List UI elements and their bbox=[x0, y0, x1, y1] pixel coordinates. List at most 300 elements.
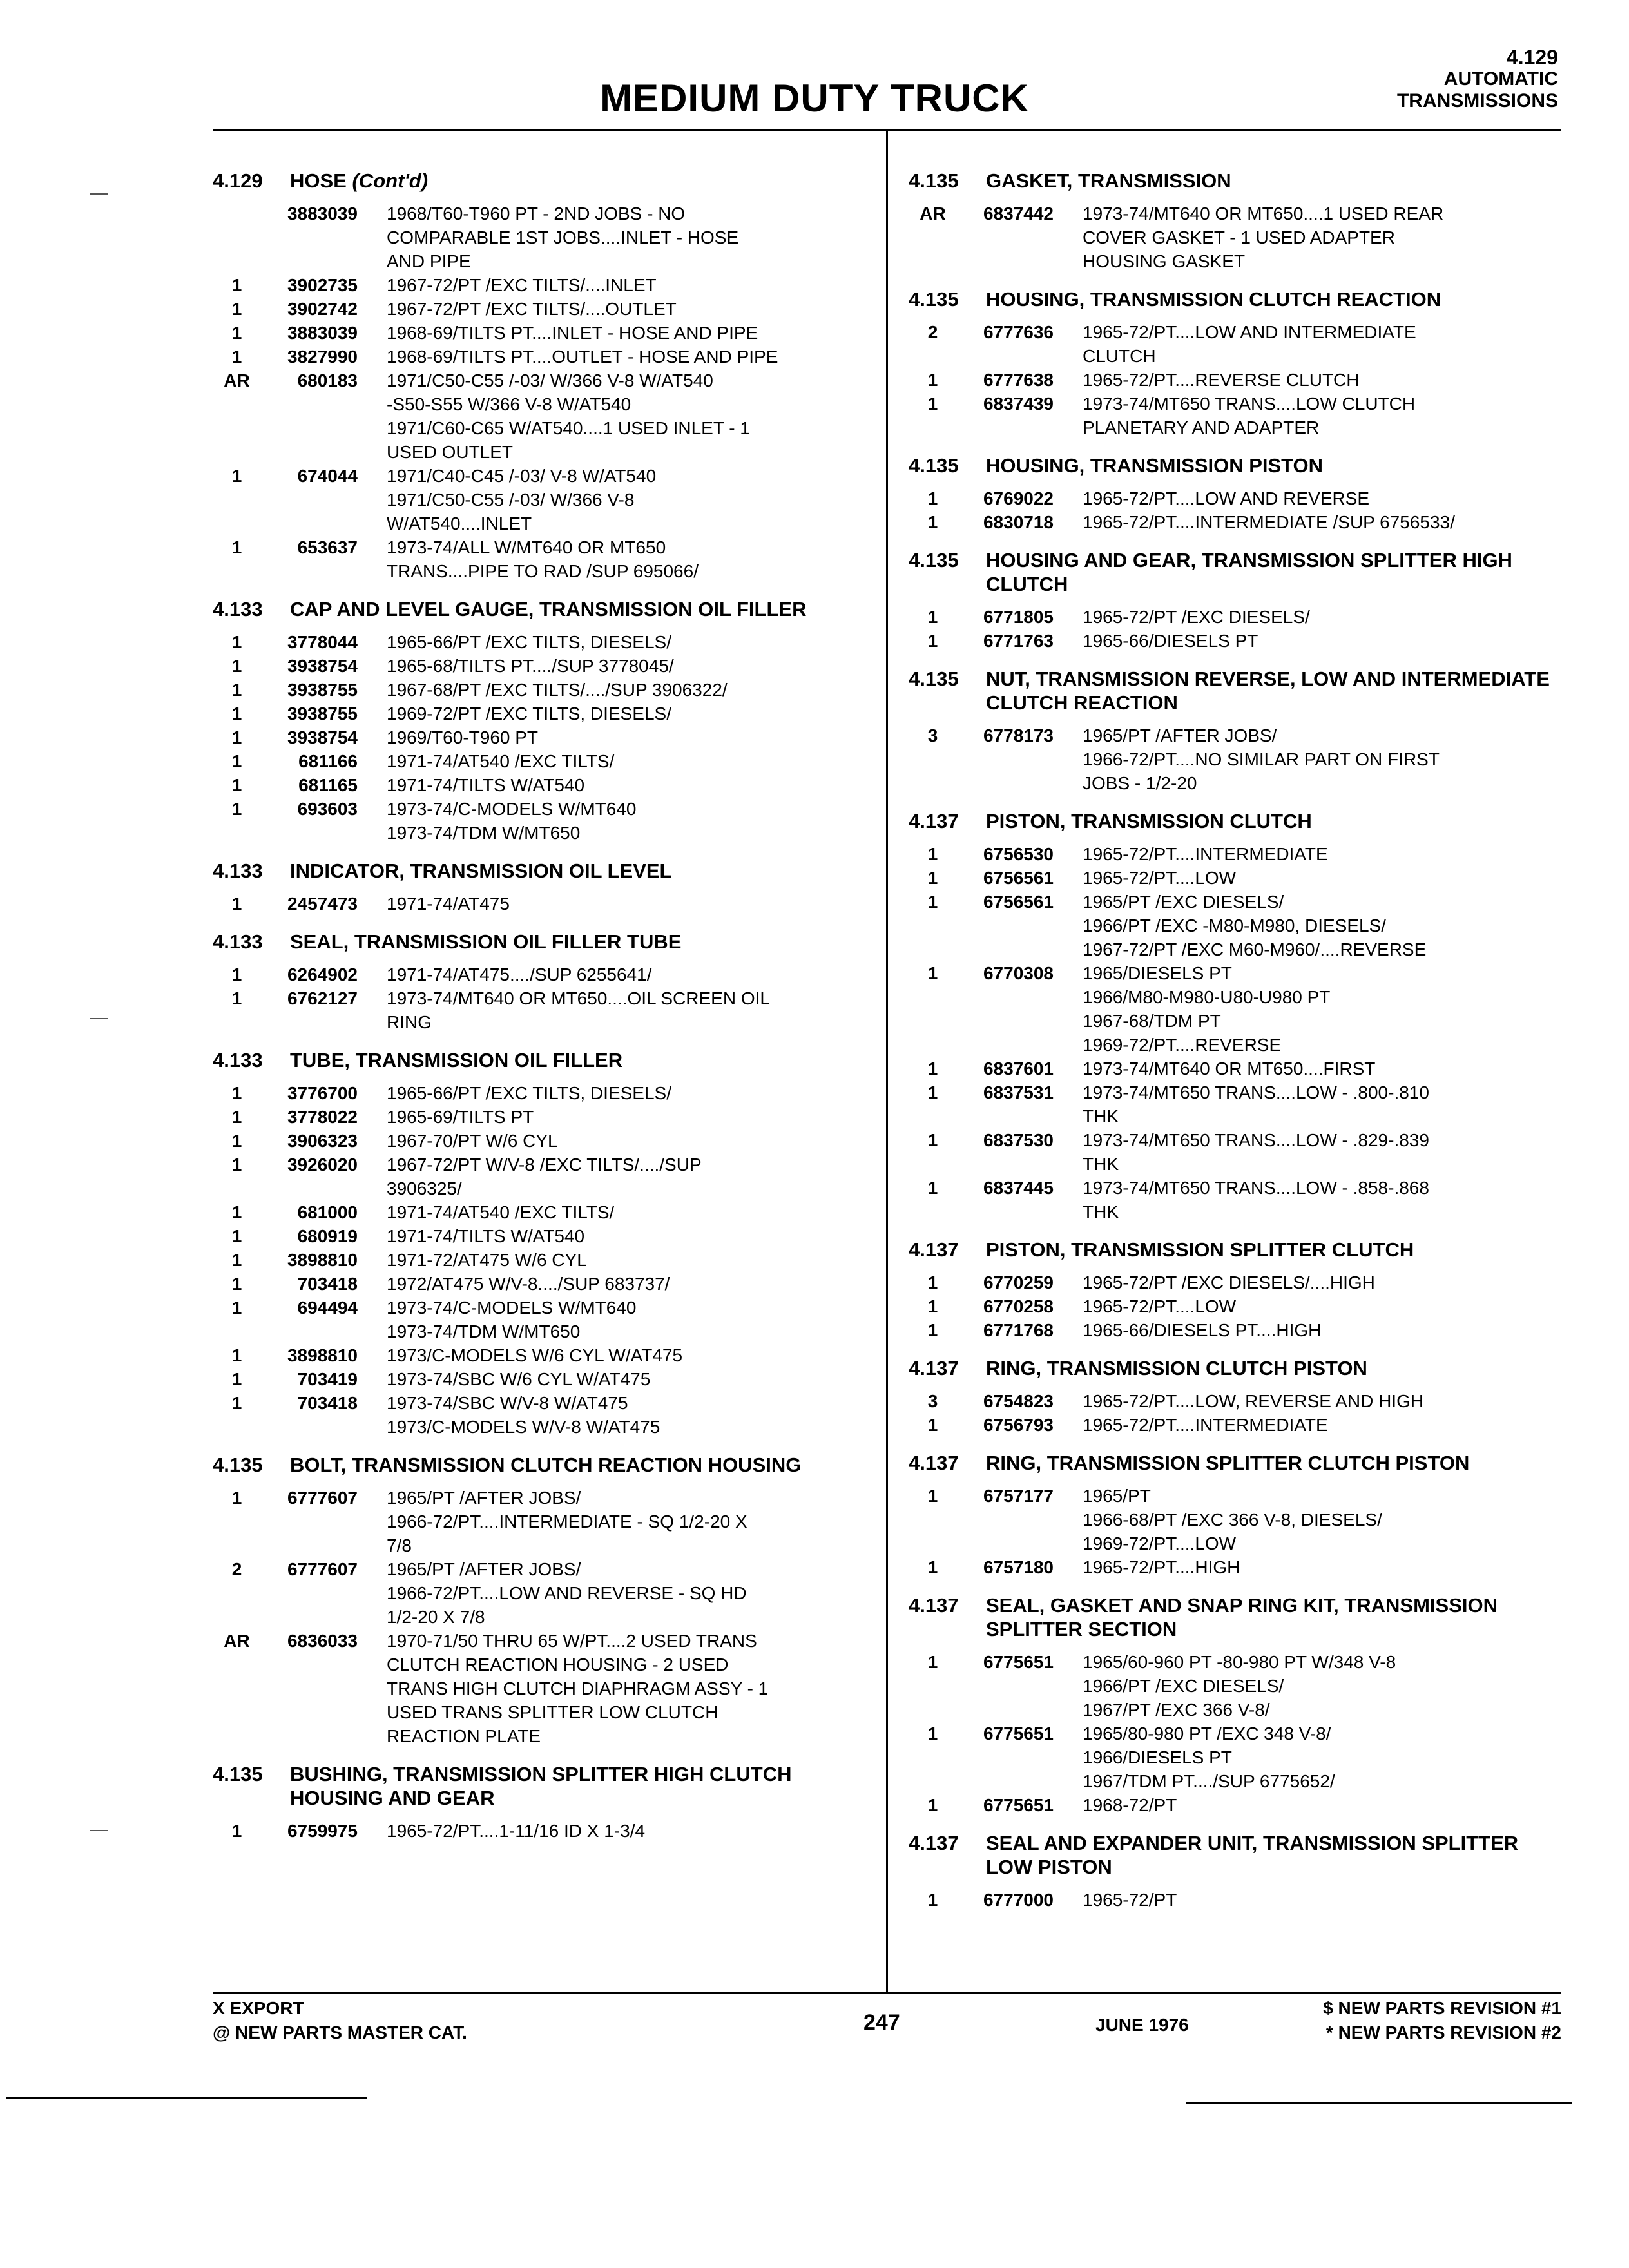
part-description bbox=[358, 986, 870, 1034]
description-line: 1971-74/AT540 /EXC TILTS/ bbox=[387, 1202, 615, 1222]
description-line: 1973-74/MT650 TRANS....LOW - .858-.868 bbox=[1083, 1178, 1429, 1198]
part-number: 6770258 bbox=[983, 1296, 1054, 1316]
description-line: 1971/C40-C45 /-03/ V-8 W/AT540 bbox=[387, 466, 657, 486]
footer-divider bbox=[213, 1992, 1561, 1994]
part-description bbox=[358, 892, 870, 916]
part-number: 6762127 bbox=[287, 988, 358, 1008]
part-description bbox=[358, 345, 870, 369]
part-row bbox=[213, 321, 870, 345]
section-title bbox=[986, 454, 1566, 477]
quantity: 1 bbox=[927, 868, 938, 888]
section-title-suffix: (Cont'd) bbox=[352, 169, 429, 192]
quantity: 1 bbox=[927, 1890, 938, 1910]
description-line: USED TRANS SPLITTER LOW CLUTCH bbox=[387, 1702, 718, 1722]
parts-section bbox=[909, 169, 1566, 273]
section-title bbox=[986, 1238, 1566, 1262]
description-line: 1971-74/AT475..../SUP 6255641/ bbox=[387, 965, 652, 985]
description-line: 1971/C50-C55 /-03/ W/366 V-8 bbox=[387, 490, 635, 510]
quantity: 2 bbox=[231, 1559, 242, 1579]
description-line: 1971/C60-C65 W/AT540....1 USED INLET - 1 bbox=[387, 418, 750, 438]
part-row bbox=[213, 1391, 870, 1439]
parts-section bbox=[213, 1048, 870, 1439]
footer-date: JUNE 1976 bbox=[1095, 2015, 1189, 2035]
part-description bbox=[358, 1391, 870, 1439]
section-heading bbox=[909, 1593, 1566, 1641]
section-title-text: SEAL AND EXPANDER UNIT, TRANSMISSION SPLITTER LOW PISTON bbox=[986, 1832, 1519, 1878]
part-row bbox=[909, 1294, 1566, 1318]
description-line: 1968/T60-T960 PT - 2ND JOBS - NO bbox=[387, 204, 686, 224]
part-row bbox=[213, 369, 870, 464]
description-line: -S50-S55 W/366 V-8 W/AT540 bbox=[387, 394, 631, 414]
description-line: 1965/PT /AFTER JOBS/ bbox=[387, 1559, 581, 1579]
description-line: 1968-69/TILTS PT....INLET - HOSE AND PIPE bbox=[387, 323, 758, 343]
part-row bbox=[909, 1555, 1566, 1579]
page-title: MEDIUM DUTY TRUCK bbox=[600, 77, 1029, 120]
part-row bbox=[909, 866, 1566, 890]
quantity: 1 bbox=[231, 799, 242, 819]
parts-section bbox=[909, 287, 1566, 439]
parts-section bbox=[213, 597, 870, 845]
part-description bbox=[358, 1224, 870, 1248]
part-number: 653637 bbox=[297, 537, 358, 557]
quantity: 1 bbox=[927, 844, 938, 864]
part-number: 6754823 bbox=[983, 1391, 1054, 1411]
part-description bbox=[1054, 724, 1566, 795]
parts-section bbox=[909, 1831, 1566, 1912]
description-line: 1965-72/PT....INTERMEDIATE bbox=[1083, 844, 1328, 864]
part-row bbox=[213, 726, 870, 749]
part-row bbox=[909, 1722, 1566, 1793]
part-row bbox=[213, 678, 870, 702]
part-description bbox=[358, 297, 870, 321]
section-title-text: PISTON, TRANSMISSION CLUTCH bbox=[986, 810, 1312, 832]
part-description bbox=[1054, 1128, 1566, 1176]
section-heading bbox=[213, 169, 870, 193]
description-line: 1965/80-980 PT /EXC 348 V-8/ bbox=[1083, 1724, 1331, 1744]
description-line: HOUSING GASKET bbox=[1083, 251, 1246, 271]
parts-section bbox=[909, 1451, 1566, 1579]
section-number: 4.133 bbox=[213, 598, 263, 620]
footer-master-cat-note: @ NEW PARTS MASTER CAT. bbox=[213, 2023, 467, 2042]
description-line: 1968-69/TILTS PT....OUTLET - HOSE AND PIPE bbox=[387, 347, 778, 367]
quantity: 1 bbox=[231, 727, 242, 747]
part-description bbox=[1054, 1555, 1566, 1579]
quantity: 1 bbox=[927, 1486, 938, 1506]
description-line: COMPARABLE 1ST JOBS....INLET - HOSE bbox=[387, 227, 739, 247]
part-number: 6264902 bbox=[287, 965, 358, 985]
section-heading bbox=[909, 548, 1566, 596]
part-row bbox=[213, 273, 870, 297]
description-line: 1973-74/SBC W/V-8 W/AT475 bbox=[387, 1393, 628, 1413]
quantity: 2 bbox=[927, 322, 938, 342]
part-description bbox=[1054, 392, 1566, 439]
description-line: 1967-68/PT /EXC TILTS/..../SUP 3906322/ bbox=[387, 680, 728, 700]
part-row bbox=[213, 749, 870, 773]
part-number: 6837601 bbox=[983, 1059, 1054, 1079]
description-line: 1965-72/PT....REVERSE CLUTCH bbox=[1083, 370, 1360, 390]
part-row bbox=[213, 1081, 870, 1105]
quantity: 1 bbox=[231, 275, 242, 295]
part-row bbox=[909, 1484, 1566, 1555]
part-number: 6757180 bbox=[983, 1557, 1054, 1577]
section-number: 4.137 bbox=[909, 1238, 959, 1261]
description-line: 1969-72/PT /EXC TILTS, DIESELS/ bbox=[387, 704, 671, 724]
part-number: 3827990 bbox=[287, 347, 358, 367]
description-line: 1971-72/AT475 W/6 CYL bbox=[387, 1250, 587, 1270]
part-description bbox=[358, 1343, 870, 1367]
part-number: 6757177 bbox=[983, 1486, 1054, 1506]
margin-tick bbox=[90, 1830, 108, 1831]
part-description bbox=[1054, 605, 1566, 629]
part-row bbox=[909, 1128, 1566, 1176]
section-title bbox=[986, 548, 1566, 596]
quantity: 1 bbox=[927, 1795, 938, 1815]
part-description bbox=[358, 963, 870, 986]
part-description bbox=[1054, 368, 1566, 392]
part-description bbox=[358, 702, 870, 726]
parts-section bbox=[909, 548, 1566, 653]
quantity: 1 bbox=[231, 656, 242, 676]
quantity: 1 bbox=[927, 1273, 938, 1293]
description-line: PLANETARY AND ADAPTER bbox=[1083, 418, 1320, 437]
part-row bbox=[909, 1318, 1566, 1342]
part-row bbox=[909, 1793, 1566, 1817]
description-line: 1973-74/MT650 TRANS....LOW - .829-.839 bbox=[1083, 1130, 1429, 1150]
footer-revision-2: * NEW PARTS REVISION #2 bbox=[1325, 2023, 1561, 2042]
part-description bbox=[1054, 486, 1566, 510]
part-row bbox=[213, 654, 870, 678]
section-title-text: PISTON, TRANSMISSION SPLITTER CLUTCH bbox=[986, 1238, 1414, 1261]
description-line: 1967-72/PT /EXC TILTS/....INLET bbox=[387, 275, 657, 295]
part-row bbox=[909, 486, 1566, 510]
section-title bbox=[986, 667, 1566, 715]
part-number: 6756793 bbox=[983, 1415, 1054, 1435]
description-line: 1965-72/PT /EXC DIESELS/....HIGH bbox=[1083, 1273, 1375, 1293]
part-row bbox=[909, 1413, 1566, 1437]
quantity: 1 bbox=[231, 1131, 242, 1151]
description-line: 1971-74/TILTS W/AT540 bbox=[387, 1226, 585, 1246]
parts-section bbox=[213, 1762, 870, 1843]
quantity: 3 bbox=[927, 726, 938, 745]
section-heading bbox=[909, 1356, 1566, 1380]
description-line: 1967-68/TDM PT bbox=[1083, 1011, 1221, 1031]
part-description bbox=[1054, 1722, 1566, 1793]
section-title-text: GASKET, TRANSMISSION bbox=[986, 169, 1231, 192]
part-row bbox=[909, 1650, 1566, 1722]
description-line: 1967-72/PT /EXC M60-M960/....REVERSE bbox=[1083, 939, 1427, 959]
section-heading bbox=[213, 1453, 870, 1477]
quantity: 1 bbox=[231, 894, 242, 914]
part-row bbox=[213, 797, 870, 845]
description-line: 1966-72/PT....LOW AND REVERSE - SQ HD bbox=[387, 1583, 747, 1603]
part-number: 6756561 bbox=[983, 868, 1054, 888]
part-number: 680919 bbox=[297, 1226, 358, 1246]
quantity: 1 bbox=[927, 892, 938, 912]
part-description bbox=[358, 1248, 870, 1272]
section-title-text: SEAL, TRANSMISSION OIL FILLER TUBE bbox=[290, 930, 682, 953]
description-line: 1965-72/PT....LOW bbox=[1083, 868, 1237, 888]
part-description bbox=[1054, 1294, 1566, 1318]
part-description bbox=[1054, 1650, 1566, 1722]
quantity: 1 bbox=[927, 1415, 938, 1435]
description-line: 1965-72/PT....LOW AND INTERMEDIATE bbox=[1083, 322, 1416, 342]
section-heading bbox=[213, 930, 870, 954]
part-description bbox=[358, 726, 870, 749]
part-description bbox=[358, 1129, 870, 1153]
part-row bbox=[909, 202, 1566, 273]
description-line: USED OUTLET bbox=[387, 442, 514, 462]
part-number: 703419 bbox=[297, 1369, 358, 1389]
part-description bbox=[358, 1557, 870, 1629]
part-row bbox=[909, 605, 1566, 629]
part-number: 6777607 bbox=[287, 1488, 358, 1508]
part-number: 6771768 bbox=[983, 1320, 1054, 1340]
section-number: 4.137 bbox=[909, 1594, 959, 1617]
description-line: 1971/C50-C55 /-03/ W/366 V-8 W/AT540 bbox=[387, 370, 713, 390]
part-description bbox=[1054, 842, 1566, 866]
quantity: 1 bbox=[231, 751, 242, 771]
section-number: 4.137 bbox=[909, 1452, 959, 1474]
part-row bbox=[213, 1105, 870, 1129]
section-number: 4.135 bbox=[909, 549, 959, 572]
description-line: REACTION PLATE bbox=[387, 1726, 541, 1746]
section-number: 4.135 bbox=[213, 1454, 263, 1476]
description-line: 1969-72/PT....REVERSE bbox=[1083, 1035, 1282, 1055]
section-heading bbox=[909, 1451, 1566, 1475]
quantity: 1 bbox=[231, 1155, 242, 1175]
section-heading bbox=[213, 1048, 870, 1072]
part-row bbox=[909, 961, 1566, 1057]
quantity: 1 bbox=[231, 1393, 242, 1413]
quantity: 1 bbox=[231, 1345, 242, 1365]
part-number: 6775651 bbox=[983, 1724, 1054, 1744]
parts-section bbox=[213, 169, 870, 583]
part-number: 681165 bbox=[298, 775, 358, 795]
part-number: 681166 bbox=[298, 751, 358, 771]
quantity: 1 bbox=[231, 1488, 242, 1508]
part-description bbox=[358, 1819, 870, 1843]
part-row bbox=[213, 464, 870, 535]
description-line: TRANS HIGH CLUTCH DIAPHRAGM ASSY - 1 bbox=[387, 1678, 769, 1698]
parts-section bbox=[909, 1356, 1566, 1437]
description-line: 1967/TDM PT..../SUP 6775652/ bbox=[1083, 1771, 1335, 1791]
section-title-text: RING, TRANSMISSION SPLITTER CLUTCH PISTON bbox=[986, 1452, 1470, 1474]
footer-revision-1: $ NEW PARTS REVISION #1 bbox=[1323, 1998, 1561, 2018]
section-index bbox=[1397, 46, 1558, 112]
parts-section bbox=[909, 809, 1566, 1224]
quantity: 1 bbox=[231, 704, 242, 724]
part-description bbox=[358, 678, 870, 702]
section-heading bbox=[909, 169, 1566, 193]
part-description bbox=[358, 654, 870, 678]
description-line: 1966-72/PT....INTERMEDIATE - SQ 1/2-20 X bbox=[387, 1512, 747, 1532]
footer-legend-right bbox=[1323, 1996, 1561, 2045]
section-title bbox=[986, 1451, 1566, 1475]
part-number: 6775651 bbox=[983, 1795, 1054, 1815]
part-number: 6771805 bbox=[983, 607, 1054, 627]
description-line: 1973-74/TDM W/MT650 bbox=[387, 1321, 581, 1341]
part-number: 694494 bbox=[297, 1298, 358, 1318]
footer-export-note: X EXPORT bbox=[213, 1998, 304, 2018]
description-line: 1973-74/MT640 OR MT650....1 USED REAR bbox=[1083, 204, 1444, 224]
description-line: 1/2-20 X 7/8 bbox=[387, 1607, 485, 1627]
part-row bbox=[213, 986, 870, 1034]
part-number: 6836033 bbox=[287, 1631, 358, 1651]
part-description bbox=[1054, 1271, 1566, 1294]
section-title-text: RING, TRANSMISSION CLUTCH PISTON bbox=[986, 1357, 1367, 1379]
part-number: 3902735 bbox=[287, 275, 358, 295]
quantity: 1 bbox=[231, 323, 242, 343]
quantity: 1 bbox=[231, 1298, 242, 1318]
description-line: 1967-72/PT W/V-8 /EXC TILTS/..../SUP bbox=[387, 1155, 702, 1175]
description-line: 1973-74/MT650 TRANS....LOW - .800-.810 bbox=[1083, 1082, 1429, 1102]
description-line: 1965/PT /AFTER JOBS/ bbox=[1083, 726, 1277, 745]
quantity: 1 bbox=[231, 775, 242, 795]
part-description bbox=[1054, 510, 1566, 534]
part-number: 703418 bbox=[297, 1393, 358, 1413]
part-row bbox=[213, 1153, 870, 1200]
part-number: 3938754 bbox=[287, 656, 358, 676]
section-title bbox=[986, 1593, 1566, 1641]
section-title-text: HOUSING, TRANSMISSION CLUTCH REACTION bbox=[986, 288, 1441, 311]
section-title bbox=[290, 1048, 870, 1072]
description-line: 1965-72/PT /EXC DIESELS/ bbox=[1083, 607, 1310, 627]
section-title-text: NUT, TRANSMISSION REVERSE, LOW AND INTERMEDIATE CLUTCH REACTION bbox=[986, 668, 1550, 714]
description-line: RING bbox=[387, 1012, 432, 1032]
description-line: 1971-74/AT540 /EXC TILTS/ bbox=[387, 751, 615, 771]
part-number: 3938755 bbox=[287, 680, 358, 700]
part-number: 6837445 bbox=[983, 1178, 1054, 1198]
quantity: 1 bbox=[927, 607, 938, 627]
description-line: 1965-72/PT....1-11/16 ID X 1-3/4 bbox=[387, 1821, 646, 1841]
part-description bbox=[358, 1105, 870, 1129]
part-description bbox=[1054, 1318, 1566, 1342]
description-line: 1965/PT /AFTER JOBS/ bbox=[387, 1488, 581, 1508]
quantity: 1 bbox=[927, 488, 938, 508]
section-heading bbox=[213, 597, 870, 621]
section-title-text: SEAL, GASKET AND SNAP RING KIT, TRANSMISSION SPLITTER SECTION bbox=[986, 1594, 1498, 1640]
part-description bbox=[1054, 1793, 1566, 1817]
description-line: 1965-72/PT....LOW AND REVERSE bbox=[1083, 488, 1370, 508]
description-line: 1967-72/PT /EXC TILTS/....OUTLET bbox=[387, 299, 677, 319]
description-line: THK bbox=[1083, 1106, 1119, 1126]
part-number: 703418 bbox=[297, 1274, 358, 1294]
part-description bbox=[358, 1629, 870, 1748]
part-row bbox=[213, 345, 870, 369]
description-line: 1967-70/PT W/6 CYL bbox=[387, 1131, 558, 1151]
section-title-text: BUSHING, TRANSMISSION SPLITTER HIGH CLUTCH HOUSING AND GEAR bbox=[290, 1763, 792, 1809]
parts-section bbox=[909, 1593, 1566, 1817]
part-description bbox=[1054, 961, 1566, 1057]
part-number: 6759975 bbox=[287, 1821, 358, 1841]
description-line: 1966/PT /EXC DIESELS/ bbox=[1083, 1676, 1284, 1696]
description-line: 1973/C-MODELS W/6 CYL W/AT475 bbox=[387, 1345, 683, 1365]
part-description bbox=[1054, 1389, 1566, 1413]
section-number: 4.135 bbox=[909, 169, 959, 192]
quantity: 1 bbox=[927, 394, 938, 414]
quantity: 1 bbox=[927, 1059, 938, 1079]
part-number: 6830718 bbox=[983, 512, 1054, 532]
category-line-2: TRANSMISSIONS bbox=[1396, 90, 1558, 111]
section-title-text: TUBE, TRANSMISSION OIL FILLER bbox=[290, 1049, 623, 1072]
quantity: 1 bbox=[231, 299, 242, 319]
scan-edge-line-right bbox=[1186, 2102, 1572, 2104]
category-line-1: AUTOMATIC bbox=[1443, 68, 1558, 90]
description-line: 1969-72/PT....LOW bbox=[1083, 1533, 1237, 1553]
description-line: 1965-72/PT....LOW, REVERSE AND HIGH bbox=[1083, 1391, 1424, 1411]
part-description bbox=[1054, 890, 1566, 961]
description-line: 1971-74/TILTS W/AT540 bbox=[387, 775, 585, 795]
part-description bbox=[1054, 1888, 1566, 1912]
part-description bbox=[358, 1296, 870, 1343]
part-number: 6770259 bbox=[983, 1273, 1054, 1293]
description-line: 1965/PT bbox=[1083, 1486, 1151, 1506]
quantity: 1 bbox=[927, 1320, 938, 1340]
part-row bbox=[909, 724, 1566, 795]
part-number: 3898810 bbox=[287, 1345, 358, 1365]
part-number: 6777636 bbox=[983, 322, 1054, 342]
part-number: 6777638 bbox=[983, 370, 1054, 390]
quantity: 1 bbox=[231, 680, 242, 700]
part-number: 3906323 bbox=[287, 1131, 358, 1151]
part-row bbox=[213, 535, 870, 583]
part-row bbox=[213, 202, 870, 273]
margin-tick bbox=[90, 193, 108, 195]
parts-section bbox=[213, 859, 870, 916]
quantity: 1 bbox=[231, 1202, 242, 1222]
part-row bbox=[213, 1486, 870, 1557]
description-line: COVER GASKET - 1 USED ADAPTER bbox=[1083, 227, 1395, 247]
description-line: THK bbox=[1083, 1154, 1119, 1174]
part-number: 6837530 bbox=[983, 1130, 1054, 1150]
section-title-text: HOUSING AND GEAR, TRANSMISSION SPLITTER HIGH CLUTCH bbox=[986, 549, 1512, 595]
description-line: 1965-72/PT bbox=[1083, 1890, 1177, 1910]
section-number: 4.137 bbox=[909, 1832, 959, 1854]
quantity: 1 bbox=[231, 988, 242, 1008]
description-line: 1966-68/PT /EXC 366 V-8, DIESELS/ bbox=[1083, 1510, 1382, 1530]
quantity: AR bbox=[224, 370, 250, 390]
description-line: 1965-72/PT....INTERMEDIATE /SUP 6756533/ bbox=[1083, 512, 1455, 532]
part-row bbox=[213, 630, 870, 654]
part-description bbox=[358, 749, 870, 773]
quantity: 1 bbox=[927, 1296, 938, 1316]
section-number: 4.135 bbox=[909, 288, 959, 311]
description-line: 1965-72/PT....INTERMEDIATE bbox=[1083, 1415, 1328, 1435]
section-title bbox=[986, 1356, 1566, 1380]
parts-section bbox=[909, 454, 1566, 534]
section-title bbox=[986, 809, 1566, 833]
part-row bbox=[909, 320, 1566, 368]
part-number: 3883039 bbox=[287, 323, 358, 343]
part-row bbox=[909, 629, 1566, 653]
part-row bbox=[909, 1271, 1566, 1294]
description-line: 1973-74/C-MODELS W/MT640 bbox=[387, 1298, 637, 1318]
part-description bbox=[358, 1486, 870, 1557]
quantity: 3 bbox=[927, 1391, 938, 1411]
part-description bbox=[358, 773, 870, 797]
part-description bbox=[1054, 1413, 1566, 1437]
quantity: 1 bbox=[231, 1274, 242, 1294]
part-row bbox=[909, 392, 1566, 439]
quantity: AR bbox=[224, 1631, 250, 1651]
description-line: 1966-72/PT....NO SIMILAR PART ON FIRST bbox=[1083, 749, 1440, 769]
footer-page-number: 247 bbox=[863, 2010, 900, 2035]
quantity: 1 bbox=[231, 1250, 242, 1270]
part-description bbox=[358, 369, 870, 464]
quantity: 1 bbox=[927, 1652, 938, 1672]
description-line: 1965-66/PT /EXC TILTS, DIESELS/ bbox=[387, 632, 671, 652]
page-number: 4.129 bbox=[1506, 46, 1558, 69]
